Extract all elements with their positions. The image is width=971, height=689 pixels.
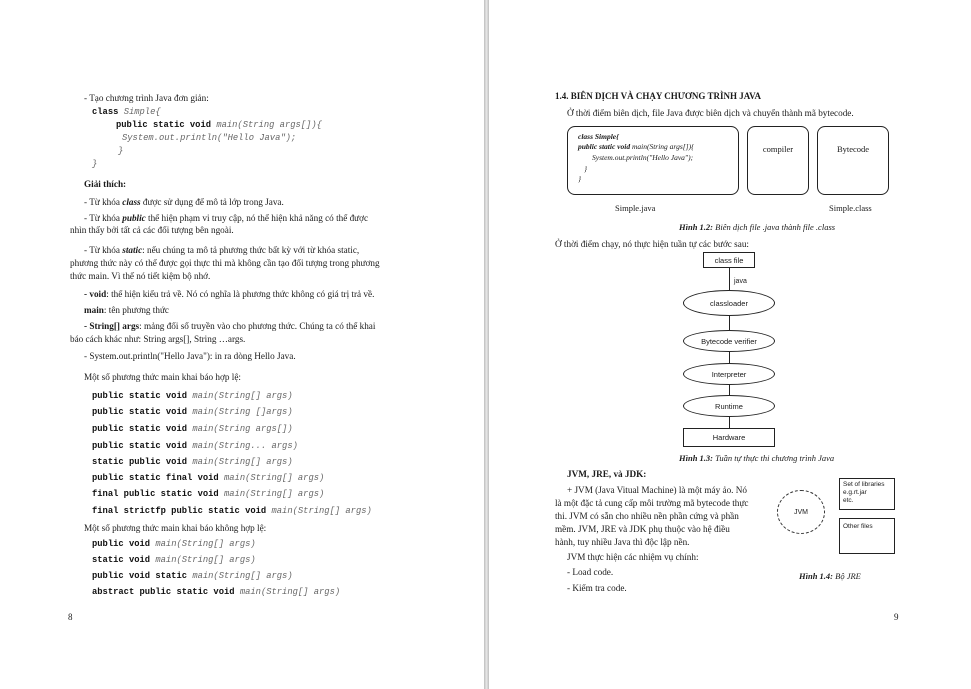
compiler-label: compiler	[762, 144, 794, 154]
para-static-line3: thức main. Vì thế nó tiết kiệm bộ nhớ.	[70, 271, 211, 281]
jre-libraries-line3: etc.	[843, 497, 854, 504]
code-line-close-class: }	[92, 159, 98, 169]
para-args-line2: báo cách khác như: String args[], String …args.	[70, 334, 246, 344]
valid-decl: final public static void main(String[] args)	[92, 489, 325, 499]
para-void: - void: thể hiện kiểu trả về. Nó có nghĩa là phương thức không có giá trị trả về.	[84, 289, 375, 299]
valid-intro: Một số phương thức main khai báo hợp lệ:	[84, 372, 241, 382]
flow-runtime: Runtime	[683, 395, 775, 417]
valid-decl: final strictfp public static void main(String[] args)	[92, 506, 372, 516]
code-line-close-method: }	[118, 146, 124, 156]
flow-bytecode-verifier: Bytecode verifier	[683, 330, 775, 352]
valid-decl: public static void main(String []args)	[92, 407, 293, 417]
caption-fig-1-4: Hình 1.4: Bộ JRE	[799, 571, 861, 581]
valid-decl: public static final void main(String[] args)	[92, 473, 325, 483]
run-text: Ở thời điểm chạy, nó thực hiện tuần tự các bước sau:	[555, 239, 749, 249]
compiler-box	[747, 126, 809, 195]
fig-code-line2: public static void main(String args[]){	[578, 142, 695, 151]
invalid-decl: abstract public static void main(String[] args)	[92, 587, 341, 597]
simple-java-label: Simple.java	[615, 203, 656, 213]
para-public-line1: - Từ khóa public thể hiện phạm vi truy cập, nó thể hiện khả năng có thể được	[84, 213, 369, 223]
fig-code-line5: }	[578, 174, 581, 183]
fig-code-line1: class Simple{	[578, 132, 619, 141]
page-number: 9	[894, 612, 899, 622]
invalid-decl: public void static main(String[] args)	[92, 571, 293, 581]
flow-connector	[729, 385, 730, 395]
valid-decl: static public void main(String[] args)	[92, 457, 293, 467]
jre-libraries-line1: Set of libraries	[843, 481, 885, 488]
jvm-tasks-intro: JVM thực hiện các nhiệm vụ chính:	[567, 552, 699, 562]
section-heading: 1.4. BIÊN DỊCH VÀ CHẠY CHƯƠNG TRÌNH JAVA	[555, 91, 761, 101]
flow-connector	[729, 417, 730, 428]
simple-class-label: Simple.class	[829, 203, 872, 213]
para-static-line2: phương thức này có thể được gọi thực thi mà không cần tạo đối tượng trong phương	[70, 258, 380, 268]
para-public-line2: nhìn thấy bởi tất cả các đối tượng bên ngoài.	[70, 225, 234, 235]
invalid-intro: Một số phương thức main khai báo không hợp lệ:	[84, 523, 267, 533]
jvm-para-line2: là một đặc tả cung cấp môi trường mã bytecode thực	[555, 498, 749, 508]
bytecode-label: Bytecode	[836, 144, 870, 154]
valid-decl: public static void main(String... args)	[92, 441, 298, 451]
source-code-box	[567, 126, 739, 195]
para-class: - Từ khóa class được sử dụng để mô tả lớp trong Java.	[84, 197, 284, 207]
para-args-line1: - String[] args: mảng đối số truyền vào cho phương thức. Chúng ta có thể khai	[84, 321, 376, 331]
flow-connector	[729, 352, 730, 363]
code-line-class: class Simple{	[92, 107, 161, 117]
invalid-decl: static void main(String[] args)	[92, 555, 256, 565]
code-line-println: System.out.println("Hello Java");	[122, 133, 297, 143]
giai-thich-heading: Giải thích:	[84, 179, 127, 189]
jvm-para-line1: + JVM (Java Vitual Machine) là một máy ảo. Nó	[567, 485, 748, 495]
jvm-task-verify: - Kiểm tra code.	[567, 583, 627, 593]
jvm-heading: JVM, JRE, và JDK:	[567, 469, 647, 479]
page-number: 8	[68, 612, 73, 622]
jre-other-files-box	[839, 518, 895, 554]
flow-class-file: class file	[703, 252, 755, 268]
para-println: - System.out.println("Hello Java"): in ra dòng Hello Java.	[84, 351, 296, 361]
flow-java-label: java	[734, 278, 747, 285]
para-static-line1: - Từ khóa static: nếu chúng ta mô tả phương thức bất kỳ với từ khóa static,	[84, 245, 360, 255]
compile-text: Ở thời điểm biên dịch, file Java được biên dịch và chuyển thành mã bytecode.	[567, 108, 854, 118]
left-page	[0, 0, 484, 689]
caption-fig-1-2: Hình 1.2: Biên dịch file .java thành file .class	[679, 222, 836, 232]
jre-jvm-circle: JVM	[777, 490, 825, 534]
jvm-para-line4: mềm. JVM, JRE và JDK phụ thuộc vào hệ điều	[555, 524, 730, 534]
jvm-para-line5: hành, tuy nhiều Java thì độc lập nền.	[555, 537, 690, 547]
invalid-decl: public void main(String[] args)	[92, 539, 256, 549]
flow-classloader: classloader	[683, 290, 775, 316]
jre-other-files-label: Other files	[843, 523, 873, 530]
valid-decl: public static void main(String[] args)	[92, 391, 293, 401]
intro-text: - Tạo chương trình Java đơn giản:	[84, 93, 209, 103]
jvm-para-line3: thi. JVM có sẵn cho nhiều nền phần cứng và phần	[555, 511, 739, 521]
flow-connector	[729, 316, 730, 330]
flow-interpreter: Interpreter	[683, 363, 775, 385]
fig-code-line3: System.out.println("Hello Java");	[592, 153, 694, 162]
para-main: main: tên phương thức	[84, 305, 170, 315]
flow-connector	[729, 268, 730, 290]
caption-fig-1-3: Hình 1.3: Tuần tự thực thi chương trình Java	[679, 453, 835, 463]
bytecode-box	[817, 126, 889, 195]
code-line-main: public static void main(String args[]){	[116, 120, 322, 130]
right-page	[489, 0, 971, 689]
jre-libraries-box	[839, 478, 895, 510]
jre-libraries-line2: e.g.rt.jar	[843, 489, 867, 496]
jvm-task-load: - Load code.	[567, 567, 614, 577]
fig-code-line4: }	[584, 164, 587, 173]
flow-hardware: Hardware	[683, 428, 775, 447]
valid-decl: public static void main(String args[])	[92, 424, 293, 434]
